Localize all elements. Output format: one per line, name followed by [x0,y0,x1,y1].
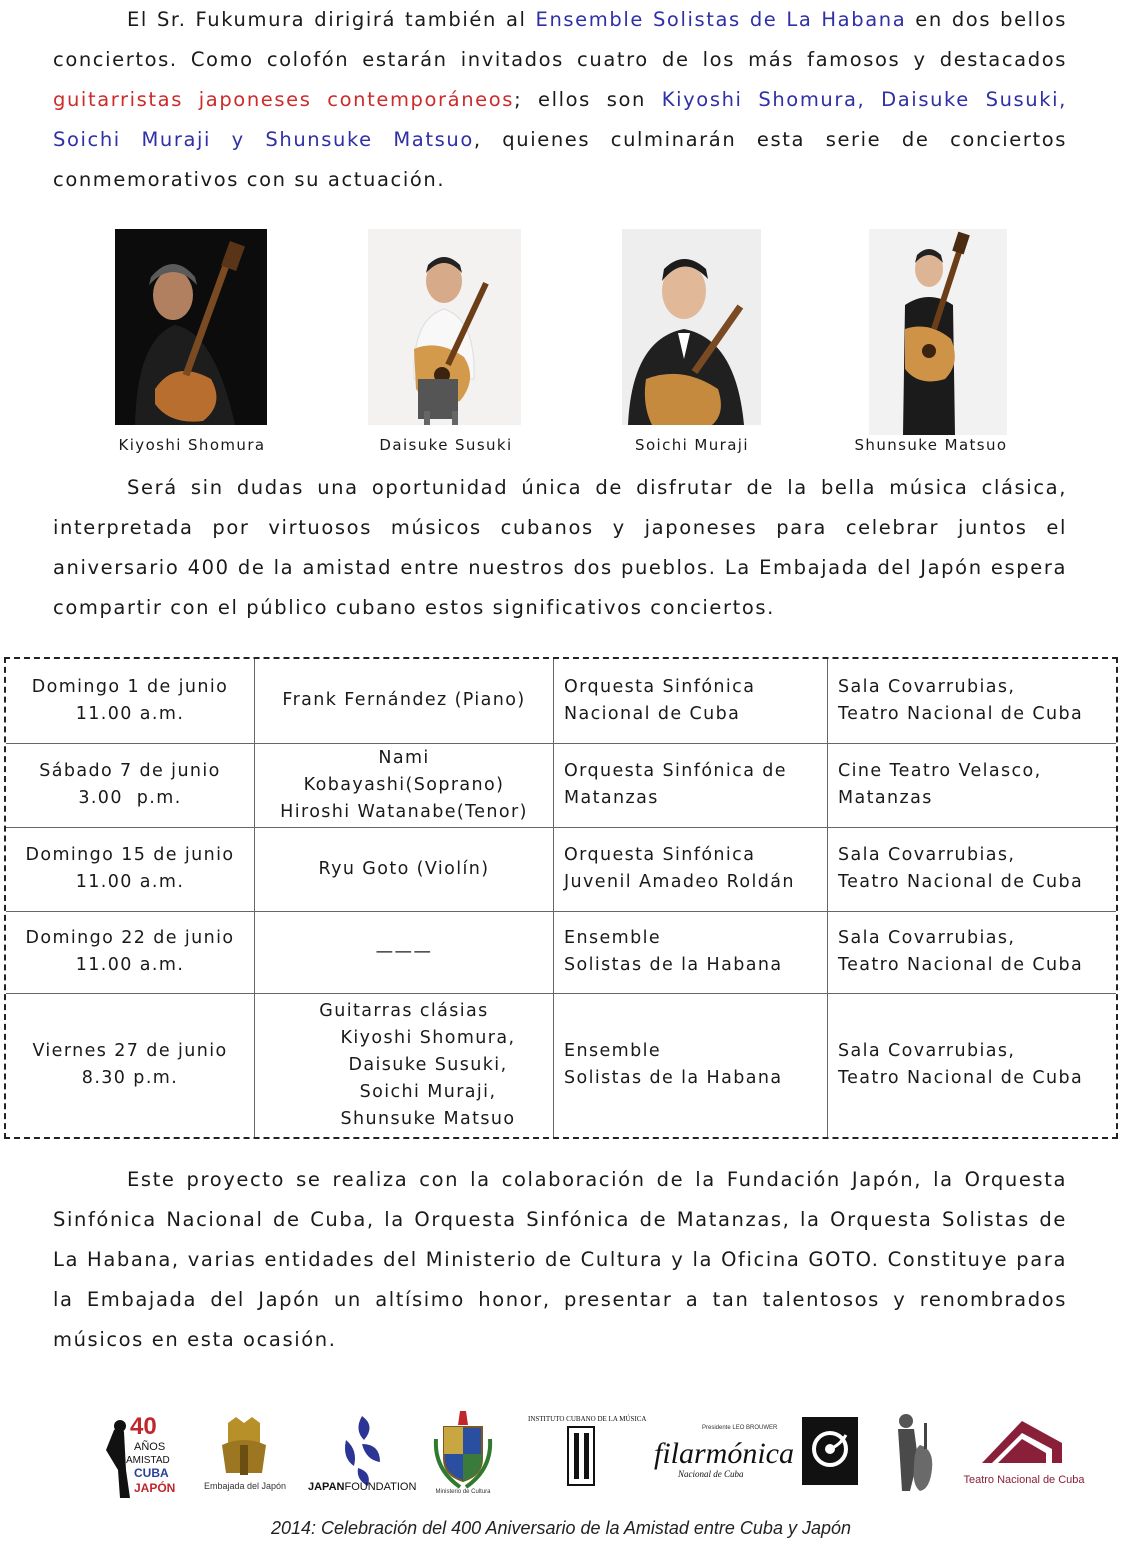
orchestra-cell: Orquesta Sinfónica Nacional de Cuba [554,659,828,743]
portrait-photo [622,229,761,425]
middle-paragraph [53,468,1067,628]
artist-cell: ——— [255,911,554,993]
svg-text:Teatro Nacional de Cuba: Teatro Nacional de Cuba [963,1474,1085,1486]
intro-paragraph [53,0,1067,200]
portrait-photo [869,229,1007,435]
filarmonica-nacional-logo [652,1417,794,1485]
middle-text: Será sin dudas una oportunidad única de disfrutar de la bella música clásica, interpretada por virtuosos músicos cubanos y japoneses para celebrar juntos el aniversario 400 de la amistad entre nuestros dos pueblos. La Embajada del Japón espera compartir con el público cubano estos significativos conciertos. [53,476,1067,619]
footer-caption: 2014: Celebración del 400 Aniversario de la Amistad entre Cuba y Japón [270,1518,852,1538]
orchestra-cell: Ensemble Solistas de la Habana [554,911,828,993]
svg-text:CUBA: CUBA [134,1466,169,1480]
orchestra-cell: Orquesta Sinfónica de Matanzas [554,743,828,827]
table-row [6,827,1116,911]
guitarists-names-link[interactable]: Kiyoshi Shomura, Daisuke Susuki, Soichi Muraji y Shunsuke Matsuo [53,88,1067,151]
venue-cell: Sala Covarrubias, Teatro Nacional de Cuba [828,827,1117,911]
svg-text:Nacional de Cuba: Nacional de Cuba [678,1469,744,1479]
amistad-cuba-japon-logo [100,1410,180,1500]
japan-foundation-logo [306,1410,417,1496]
svg-text:JAPÓN: JAPÓN [134,1481,176,1495]
ministerio-cultura-logo [430,1409,496,1495]
venue-cell: Sala Covarrubias, Teatro Nacional de Cuba [828,659,1117,743]
closing-paragraph [53,1160,1067,1360]
ensemble-link[interactable]: Ensemble Solistas de La Habana [535,8,907,31]
table-row [6,659,1116,743]
embajada-japon-logo [200,1415,290,1497]
svg-text:Presidente LEO BROUWER: Presidente LEO BROUWER [702,1425,778,1431]
concert-schedule [4,657,1118,1139]
portrait-photo [115,229,267,425]
schedule-table [6,659,1116,1137]
artist-cell: Frank Fernández (Piano) [255,659,554,743]
date-cell: Domingo 15 de junio 11.00 a.m. [6,827,255,911]
venue-cell: Cine Teatro Velasco, Matanzas [828,743,1117,827]
photo-caption: Kiyoshi Shomura [118,436,266,454]
svg-text:Embajada del Japón: Embajada del Japón [203,1481,287,1491]
guitarists-highlight: guitarristas japoneses contemporáneos [53,88,515,111]
cellist-statue-logo [884,1409,944,1495]
svg-text:Ministerio de Cultura: Ministerio de Cultura [435,1489,491,1495]
artist-cell: Ryu Goto (Violín) [255,827,554,911]
horn-emblem-logo [800,1415,860,1487]
svg-text:filarmónica: filarmónica [654,1437,794,1470]
date-cell: Viernes 27 de junio 8.30 p.m. [6,993,255,1137]
guitarists-photos [0,229,1122,459]
closing-text: Este proyecto se realiza con la colaboración de la Fundación Japón, la Orquesta Sinfónica Nacional de Cuba, la Orquesta Sinfónica de Matanzas, la Orquesta Solistas de La Habana, varias entidades del Ministerio de Cultura y la Oficina GOTO. Constituye para la Embajada del Japón un altísimo honor, presentar a tan talentosos y renombrados músicos en esta ocasión. [53,1168,1067,1351]
photo-caption: Shunsuke Matsuo [854,436,1008,454]
intro-text-4: , quienes culminarán esta serie de conciertos conmemorativos con su actuación. [53,128,1067,191]
table-row [6,993,1116,1137]
date-cell: Domingo 1 de junio 11.00 a.m. [6,659,255,743]
orchestra-cell: Orquesta Sinfónica Juvenil Amadeo Roldán [554,827,828,911]
intro-text-1: El Sr. Fukumura dirigirá también al [127,8,536,31]
venue-cell: Sala Covarrubias, Teatro Nacional de Cuba [828,911,1117,993]
sponsor-logos [0,1405,1122,1505]
instituto-cubano-musica-logo [526,1411,647,1487]
intro-text-2: en dos bellos conciertos. Como colofón estarán invitados cuatro de los más famosos y destacados [53,8,1067,71]
venue-cell: Sala Covarrubias, Teatro Nacional de Cuba [828,993,1117,1137]
svg-text:40: 40 [130,1413,157,1440]
orchestra-cell: Ensemble Solistas de la Habana [554,993,828,1137]
date-cell: Sábado 7 de junio 3.00 p.m. [6,743,255,827]
svg-text:JAPANFOUNDATION: JAPANFOUNDATION [308,1481,417,1493]
date-cell: Domingo 22 de junio 11.00 a.m. [6,911,255,993]
table-row [6,743,1116,827]
svg-text:INSTITUTO CUBANO DE LA MÚSICA: INSTITUTO CUBANO DE LA MÚSICA [528,1415,647,1423]
portrait-photo [368,229,521,425]
photo-caption: Daisuke Susuki [379,436,513,454]
svg-text:AÑOS: AÑOS [134,1441,166,1453]
teatro-nacional-logo [962,1413,1086,1491]
intro-text-3: ; ellos son [514,88,662,111]
artist-cell: Guitarras clásias Kiyoshi Shomura, Daisuke Susuki, Soichi Muraji, Shunsuke Matsuo [255,993,554,1137]
svg-text:AMISTAD: AMISTAD [126,1455,170,1466]
photo-caption: Soichi Muraji [635,436,749,454]
artist-cell: Nami Kobayashi(Soprano) Hiroshi Watanabe(Tenor) [255,743,554,827]
table-row [6,911,1116,993]
